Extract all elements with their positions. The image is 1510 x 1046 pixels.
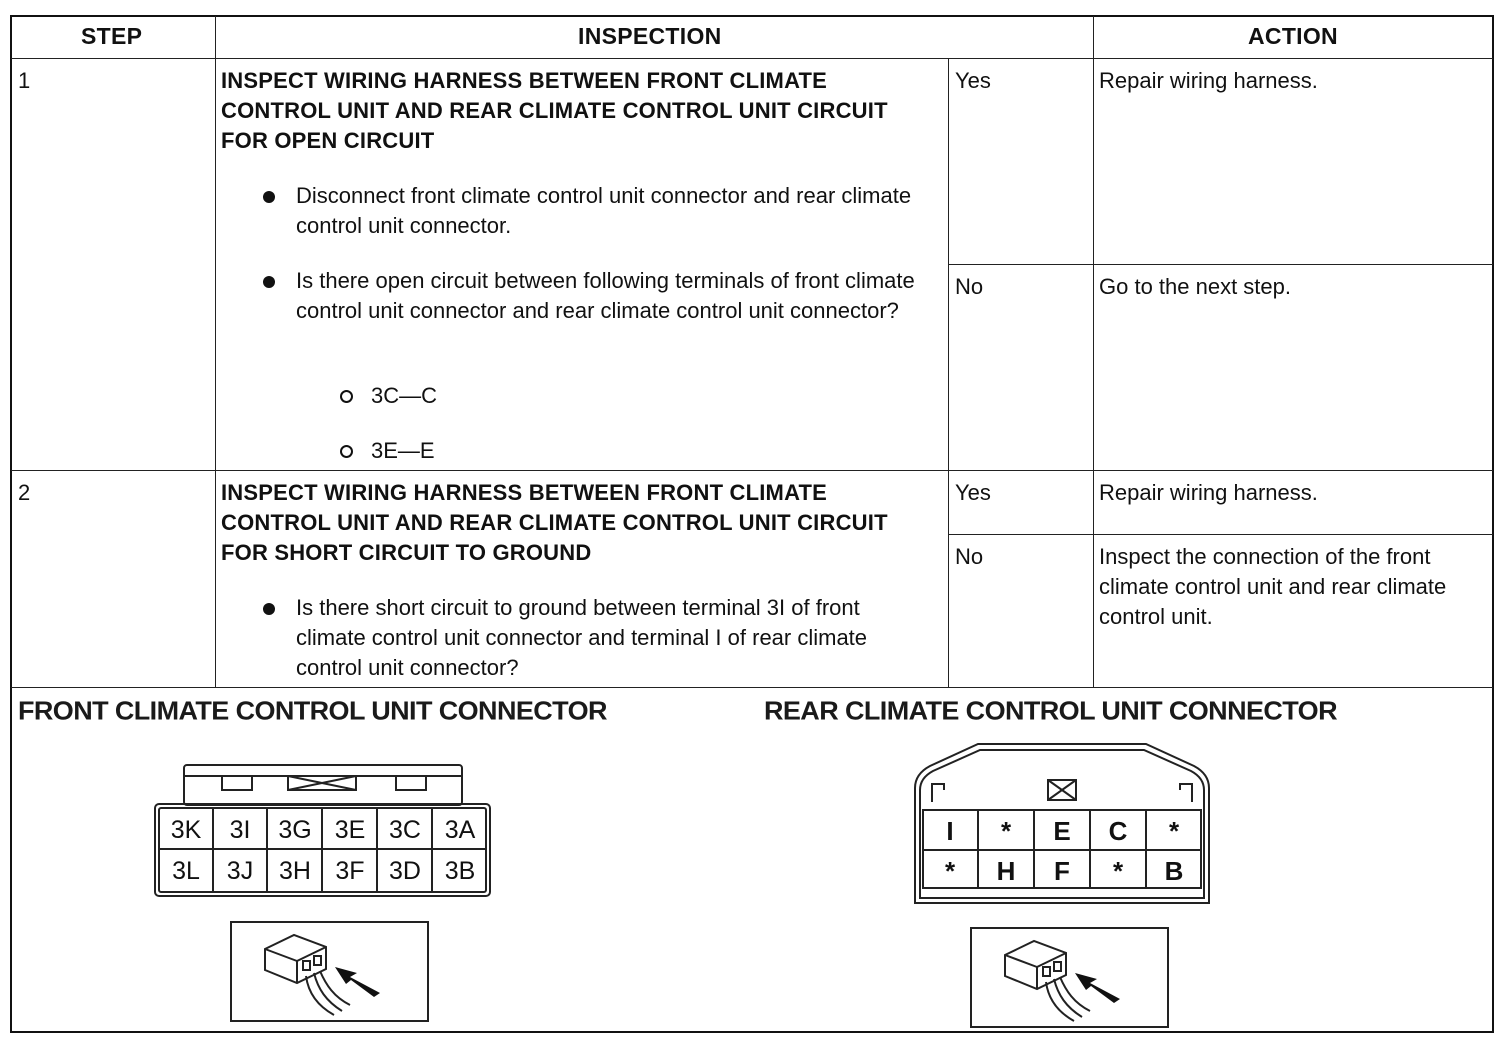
rear-pin: F [1054, 856, 1070, 886]
rear-pin: H [996, 856, 1016, 886]
bullet-dot-icon [263, 603, 275, 615]
front-connector-title: FRONT CLIMATE CONTROL UNIT CONNECTOR [18, 696, 607, 726]
sub-bullet-text: 3E—E [371, 438, 435, 463]
front-pin: 3K [170, 816, 202, 844]
circle-bullet-icon [340, 390, 353, 403]
step1-no-action: Go to the next step. [1099, 274, 1292, 299]
step2-yes-action: Repair wiring harness. [1099, 480, 1318, 505]
step1-yes-no-divider [948, 264, 1493, 265]
step1-no-label: No [955, 274, 984, 299]
step2-title: INSPECT WIRING HARNESS BETWEEN FRONT CLIMATE CONTROL UNIT AND REAR CLIMATE CONTROL UNIT CIRCUIT FOR SHORT CIRCUIT TO GROUND [221, 480, 888, 565]
step1-yes-label: Yes [955, 68, 991, 93]
sub-bullet-text: 3C—C [371, 383, 438, 408]
rear-pin: * [1112, 856, 1124, 886]
rear-pin: I [946, 816, 954, 846]
bullet-dot-icon [263, 191, 275, 203]
header-divider [11, 58, 1493, 59]
table-bottom-divider [11, 687, 1493, 688]
front-pin: 3F [335, 857, 365, 885]
header-action: ACTION [1248, 23, 1338, 49]
rear-connector-title: REAR CLIMATE CONTROL UNIT CONNECTOR [764, 696, 1337, 726]
bullet-dot-icon [263, 276, 275, 288]
front-pin: 3L [172, 857, 200, 885]
front-pin: 3J [226, 857, 254, 885]
front-pin: 3G [278, 816, 312, 844]
front-connector-diagram [150, 760, 495, 900]
front-pin: 3A [444, 816, 476, 844]
bullet-text: Is there short circuit to ground between terminal 3I of front climate control unit connector and terminal I of rear climate control unit connector? [296, 595, 868, 680]
step1-bullet-1 [296, 181, 926, 241]
front-pin: 3E [334, 816, 366, 844]
front-pin: 3C [389, 816, 421, 844]
step1-yes-action: Repair wiring harness. [1099, 68, 1318, 93]
step1-bullet-2 [296, 266, 926, 326]
step1-title: INSPECT WIRING HARNESS BETWEEN FRONT CLIMATE CONTROL UNIT AND REAR CLIMATE CONTROL UNIT CIRCUIT FOR OPEN CIRCUIT [221, 68, 888, 153]
rear-pin: B [1164, 856, 1184, 886]
step-column-divider [215, 16, 216, 687]
rear-pin: * [944, 856, 956, 886]
rear-pin: C [1108, 816, 1128, 846]
front-pin: 3H [279, 857, 311, 885]
header-step: STEP [81, 23, 143, 49]
result-column-divider [948, 58, 949, 687]
action-column-divider [1093, 16, 1094, 687]
step1-sub-bullet-2 [371, 436, 435, 466]
rear-pin: * [1168, 816, 1180, 846]
rear-pin: * [1000, 816, 1012, 846]
front-pin: 3B [444, 857, 476, 885]
step2-no-label: No [955, 544, 984, 569]
step1-sub-bullet-1 [371, 381, 437, 411]
step-divider [11, 470, 1493, 471]
bullet-text: Disconnect front climate control unit connector and rear climate control unit connector. [296, 183, 912, 238]
front-pin: 3D [389, 857, 421, 885]
step2-bullet-1 [296, 593, 926, 683]
rear-pin: E [1053, 816, 1071, 846]
harness-side-view-icon [970, 927, 1170, 1029]
circle-bullet-icon [340, 445, 353, 458]
header-inspection: INSPECTION [578, 23, 722, 49]
step2-yes-label: Yes [955, 480, 991, 505]
step2-yes-no-divider [948, 534, 1493, 535]
step1-number: 1 [18, 68, 31, 93]
step2-number: 2 [18, 480, 31, 505]
bullet-text: Is there open circuit between following terminals of front climate control unit connector and rear climate control unit connector? [296, 268, 915, 323]
step2-no-action: Inspect the connection of the front climate control unit and rear climate control unit. [1099, 544, 1447, 629]
harness-side-view-icon [230, 921, 430, 1023]
front-pin: 3I [229, 816, 251, 844]
rear-connector-diagram [910, 740, 1215, 912]
